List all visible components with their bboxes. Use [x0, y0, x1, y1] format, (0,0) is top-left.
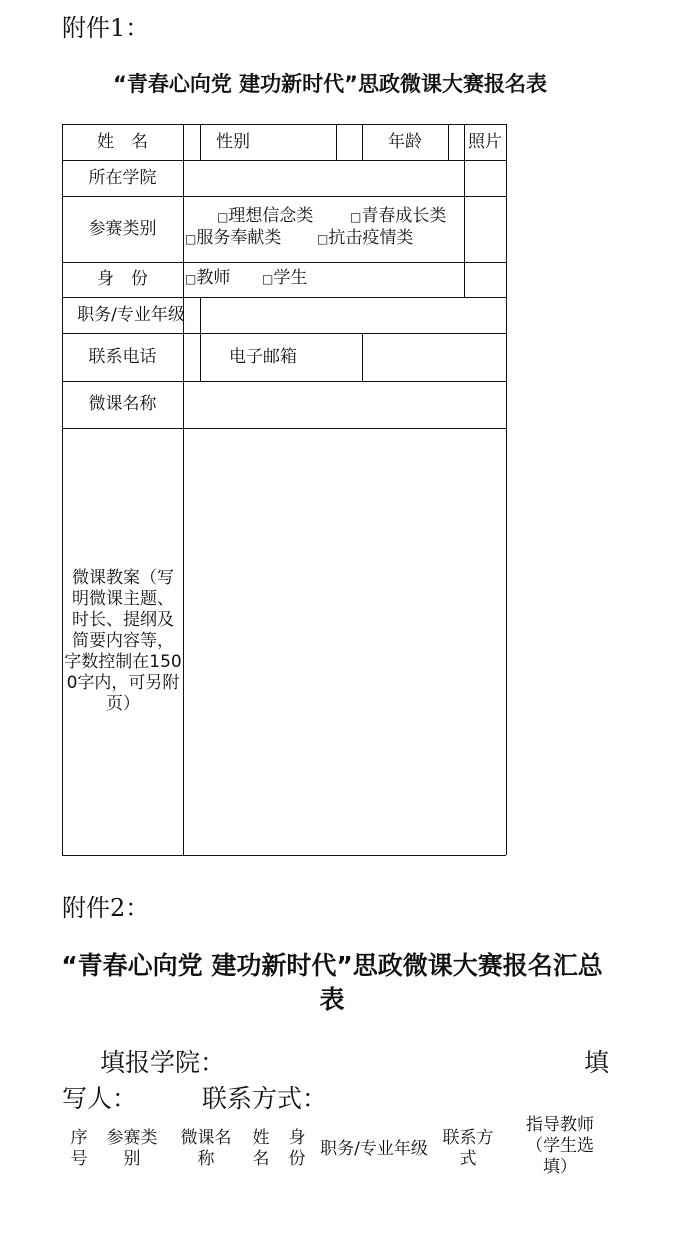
email-label: 电子邮箱 — [229, 346, 297, 367]
col-serial: 序号 — [70, 1128, 88, 1169]
col-advisor: 指导教师（学生选填） — [526, 1114, 594, 1177]
contact-label: 联系方式： — [202, 1084, 328, 1113]
attachment-2-label: 附件2： — [62, 894, 150, 922]
col-identity: 身份 — [288, 1128, 306, 1169]
summary-table-title-text: “青春心向党 建功新时代”思政微课大赛报名汇总表 — [61, 951, 603, 1014]
position-label: 职务/专业年级 — [77, 304, 185, 325]
category-option-youth[interactable]: □青春成长类 — [350, 206, 447, 226]
age-label: 年龄 — [388, 131, 422, 152]
filler-label-part2: 写人： — [62, 1084, 138, 1113]
name-label: 姓 名 — [97, 131, 148, 152]
registration-form-title: “青春心向党 建功新时代”思政微课大赛报名表 — [113, 72, 547, 96]
photo-label: 照片 — [468, 131, 502, 152]
summary-table-header — [0, 1110, 699, 1190]
course-name-label: 微课名称 — [88, 394, 157, 414]
identity-option-teacher[interactable]: □教师 — [185, 268, 231, 288]
course-plan-label: 微课教案（写明微课主题、时长、提纲及简要内容等，字数控制在1500字内，可另附页） — [64, 568, 182, 714]
col-category: 参赛类别 — [106, 1128, 158, 1169]
col-contact: 联系方式 — [442, 1128, 494, 1169]
identity-label: 身 份 — [97, 269, 148, 289]
summary-table-title — [0, 949, 672, 1017]
identity-option-student[interactable]: □学生 — [262, 268, 308, 288]
col-name: 姓名 — [252, 1128, 270, 1169]
college-label: 所在学院 — [88, 167, 157, 188]
category-option-ideal[interactable]: □理想信念类 — [217, 206, 314, 226]
fill-college-label: 填报学院： — [100, 1048, 226, 1077]
col-course-name: 微课名称 — [180, 1128, 232, 1169]
phone-label: 联系电话 — [88, 346, 157, 367]
attachment-1-label: 附件1： — [62, 14, 150, 42]
col-position: 职务/专业年级 — [320, 1138, 428, 1159]
category-option-epidemic[interactable]: □抗击疫情类 — [317, 228, 414, 248]
gender-label: 性别 — [216, 131, 250, 152]
filler-label-part1: 填 — [584, 1048, 610, 1077]
category-label: 参赛类别 — [88, 218, 157, 239]
category-option-service[interactable]: □服务奉献类 — [185, 228, 282, 248]
